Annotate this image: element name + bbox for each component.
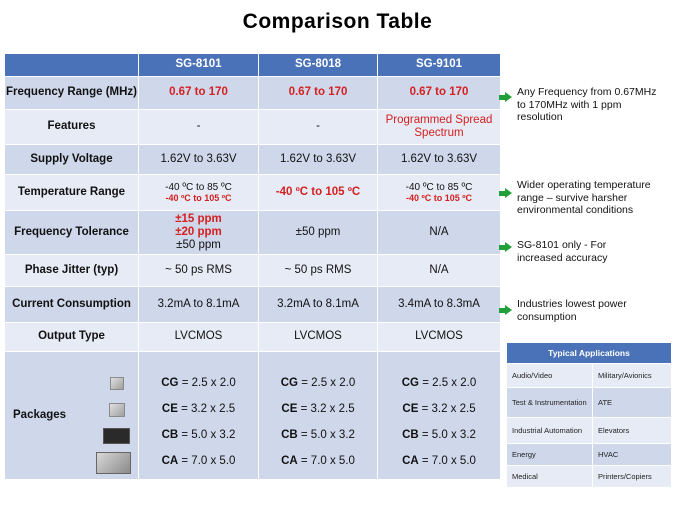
package-code: CG (280, 376, 298, 389)
package-code: CA (161, 454, 179, 467)
cell: - (259, 110, 378, 145)
cell (139, 352, 259, 480)
package-code: CA (281, 454, 298, 467)
application-item: Industrial Automation (507, 418, 593, 444)
row-temperature-range (5, 175, 501, 211)
cell: 3.4mA to 8.3mA (378, 287, 501, 323)
applications-header: Typical Applications (507, 343, 672, 364)
row-label: Features (5, 110, 139, 145)
row-packages (5, 352, 501, 480)
cell: N/A (378, 211, 501, 255)
package-size: = 2.5 x 2.0 (178, 376, 236, 389)
cell-line: -40 ºC to 85 ºC (165, 181, 232, 193)
cell: 3.2mA to 8.1mA (259, 287, 378, 323)
column-header: SG-9101 (378, 54, 501, 77)
package-code: CA (402, 454, 419, 467)
cell: 1.62V to 3.63V (139, 145, 259, 175)
package-line (378, 422, 500, 448)
cell: 1.62V to 3.63V (378, 145, 501, 175)
cell-line: -40 ºC to 105 ºC (405, 193, 473, 204)
package-code: CE (161, 402, 178, 415)
package-code: CB (402, 428, 419, 441)
package-size: = 7.0 x 5.0 (418, 454, 476, 467)
application-item: Elevators (593, 418, 672, 444)
package-size: = 3.2 x 2.5 (418, 402, 476, 415)
application-item: Energy (507, 444, 593, 466)
column-header: SG-8101 (139, 54, 259, 77)
cell-line: -40 ºC to 105 ºC (165, 193, 232, 204)
cell: Programmed Spread Spectrum (378, 110, 501, 145)
package-code: CE (402, 402, 419, 415)
package-code: CG (401, 376, 419, 389)
package-line (259, 422, 377, 448)
package-size: = 7.0 x 5.0 (297, 454, 355, 467)
column-header: SG-8018 (259, 54, 378, 77)
note-temperature: Wider operating temperature range – survive harsher environmental conditions (517, 179, 651, 216)
application-item: Test & Instrumentation (507, 388, 593, 418)
row-frequency-tolerance (5, 211, 501, 255)
page-title: Comparison Table (242, 10, 433, 33)
cell (378, 352, 501, 480)
row-supply-voltage (5, 145, 501, 175)
cell: - (139, 110, 259, 145)
cell-line: ±50 ppm (176, 239, 221, 252)
row-current-consumption (5, 287, 501, 323)
package-size: = 7.0 x 5.0 (178, 454, 236, 467)
package-line (259, 448, 377, 474)
cell: N/A (378, 255, 501, 287)
row-label: Output Type (5, 323, 139, 352)
row-phase-jitter (5, 255, 501, 287)
package-size: = 3.2 x 2.5 (177, 402, 236, 415)
package-code: CG (161, 376, 179, 389)
package-line (378, 370, 500, 396)
package-line (139, 422, 258, 448)
note-frequency: Any Frequency from 0.67MHz to 170MHz with 1 ppm resolution (517, 86, 657, 123)
package-line (139, 396, 258, 422)
row-label: Temperature Range (5, 175, 139, 211)
cell-line: ±20 ppm (175, 225, 222, 238)
note-tolerance: SG-8101 only - For increased accuracy (517, 239, 608, 264)
application-item: Military/Avionics (593, 364, 672, 388)
package-size: = 5.0 x 3.2 (418, 428, 476, 441)
cell: 0.67 to 170 (139, 77, 259, 110)
package-ce-chip-icon (109, 403, 125, 417)
cell: ~ 50 ps RMS (139, 255, 259, 287)
cell: ±50 ppm (259, 211, 378, 255)
cell: -40 ºC to 105 ºC (259, 175, 378, 211)
application-item: HVAC (593, 444, 672, 466)
cell: 1.62V to 3.63V (259, 145, 378, 175)
row-frequency-range (5, 77, 501, 110)
package-size: = 2.5 x 2.0 (419, 376, 477, 389)
cell-line: ±15 ppm (175, 212, 222, 225)
row-label: Frequency Range (MHz) (5, 77, 139, 110)
row-label-text: Packages (13, 408, 67, 421)
typical-applications-table (506, 342, 672, 488)
cell: 3.2mA to 8.1mA (139, 287, 259, 323)
row-label: Current Consumption (5, 287, 139, 323)
package-line (259, 396, 377, 422)
header-blank (5, 54, 139, 77)
package-ca-chip-icon (96, 452, 131, 474)
row-label: Phase Jitter (typ) (5, 255, 139, 287)
package-line (378, 448, 500, 474)
package-line (259, 370, 377, 396)
cell: 0.67 to 170 (259, 77, 378, 110)
package-cb-chip-icon (103, 428, 130, 444)
cell: LVCMOS (259, 323, 378, 352)
cell (378, 175, 501, 211)
cell (139, 211, 259, 255)
package-size: = 2.5 x 2.0 (298, 376, 356, 389)
package-code: CB (161, 428, 179, 441)
cell: ~ 50 ps RMS (259, 255, 378, 287)
package-size: = 5.0 x 3.2 (297, 428, 355, 441)
row-output-type (5, 323, 501, 352)
row-label: Frequency Tolerance (5, 211, 139, 255)
package-line (139, 370, 258, 396)
cell: 0.67 to 170 (378, 77, 501, 110)
cell-line: -40 ºC to 85 ºC (405, 181, 473, 193)
package-cg-chip-icon (110, 377, 124, 390)
cell (259, 352, 378, 480)
package-code: CB (281, 428, 298, 441)
package-size: = 5.0 x 3.2 (178, 428, 236, 441)
comparison-table (4, 53, 501, 480)
application-item: Medical (507, 466, 593, 488)
header-row (5, 54, 501, 77)
application-item: Audio/Video (507, 364, 593, 388)
package-line (378, 396, 500, 422)
row-label: Supply Voltage (5, 145, 139, 175)
package-code: CE (281, 402, 298, 415)
cell (139, 175, 259, 211)
row-features (5, 110, 501, 145)
application-item: ATE (593, 388, 672, 418)
cell: LVCMOS (378, 323, 501, 352)
application-item: Printers/Copiers (593, 466, 672, 488)
package-size: = 3.2 x 2.5 (297, 402, 355, 415)
package-line (139, 448, 258, 474)
note-current: Industries lowest power consumption (517, 298, 627, 323)
cell: LVCMOS (139, 323, 259, 352)
